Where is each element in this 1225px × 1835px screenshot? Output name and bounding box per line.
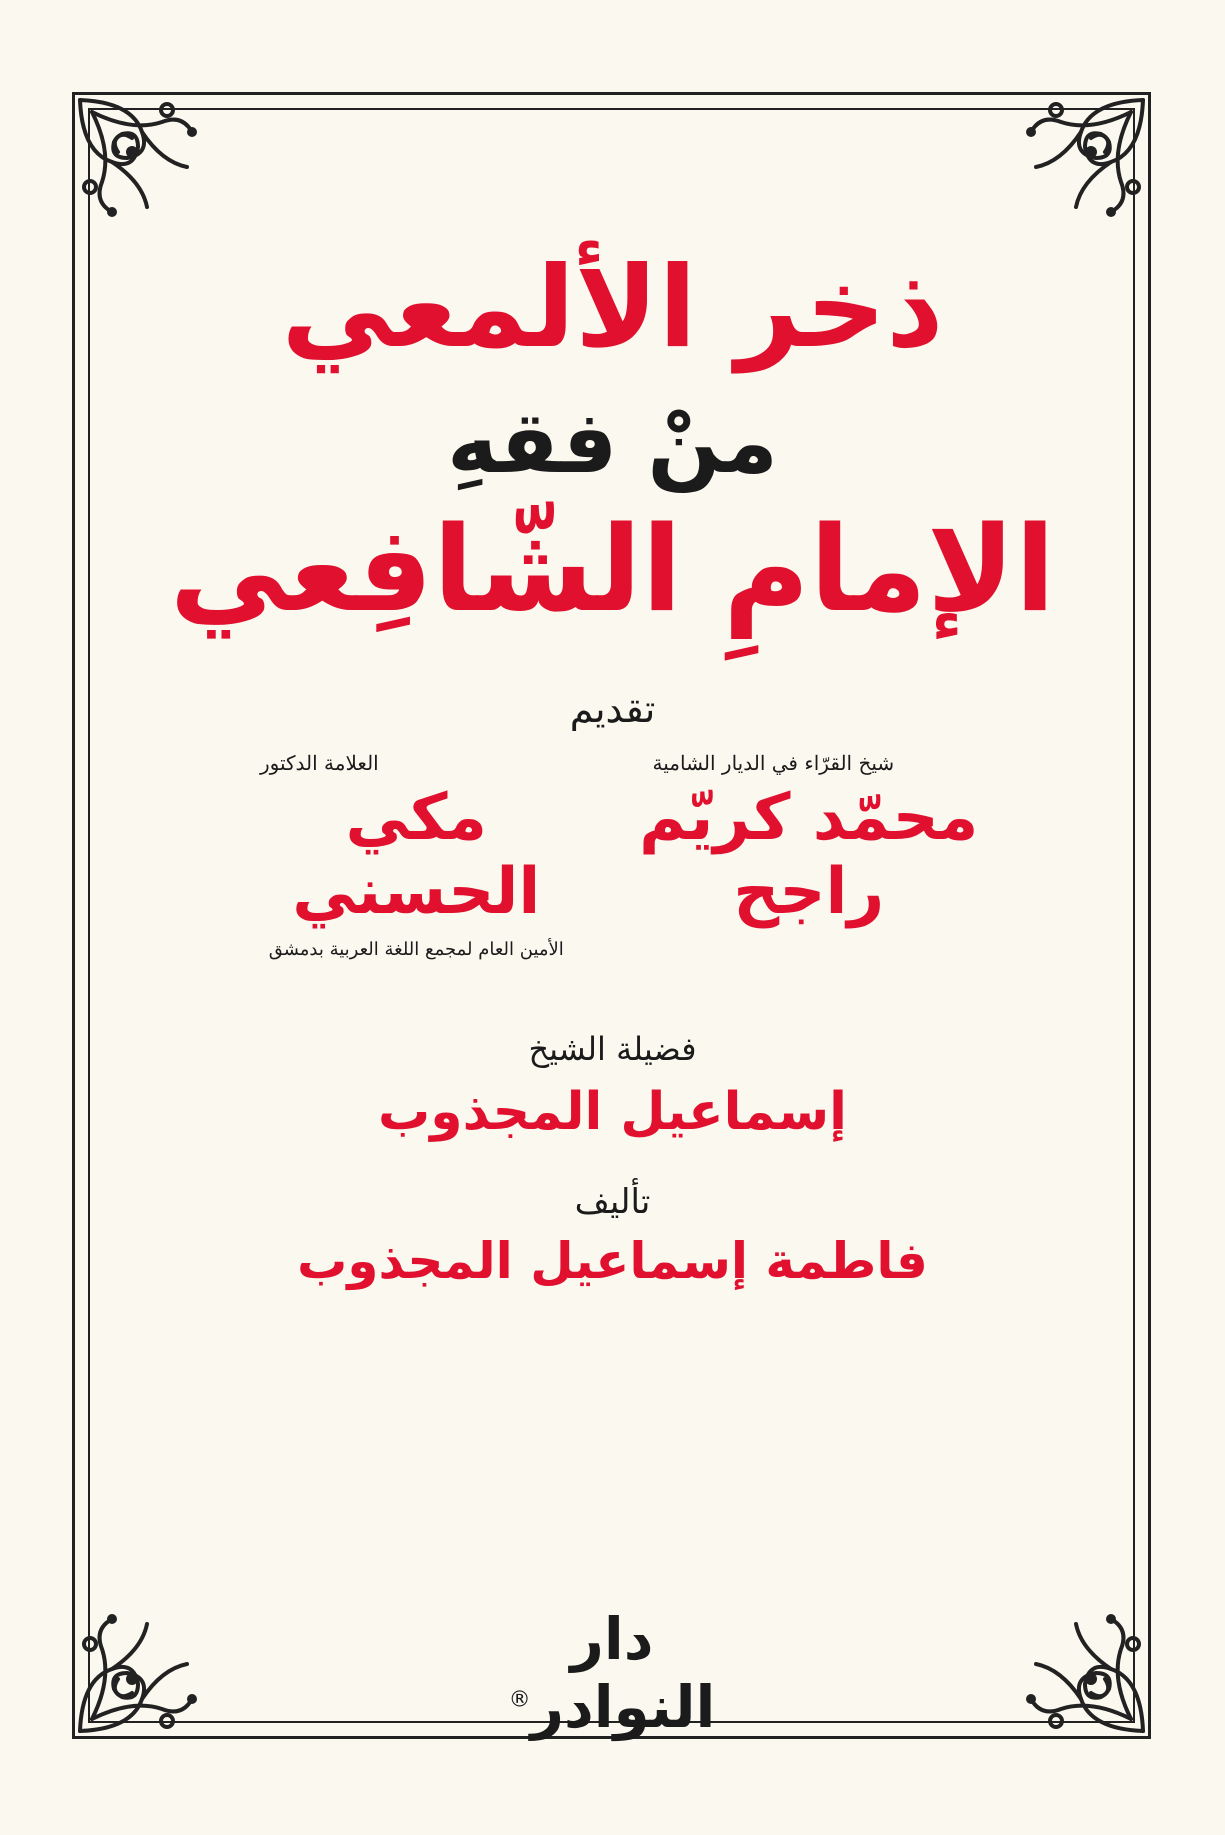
presenter-left-name: مكي الحسني	[292, 780, 541, 929]
cover-content	[150, 190, 1075, 1290]
title-line-1: ذخر الألمعي	[281, 243, 944, 373]
presenter-right-role: شيخ القرّاء في الديار الشامية	[652, 750, 895, 775]
presenter-left-subrole: الأمين العام لمجمع اللغة العربية بدمشق	[268, 938, 564, 960]
corner-ornament-icon	[72, 1589, 222, 1739]
publisher-name: دار النوادر	[530, 1605, 716, 1741]
shaykh-label: فضيلة الشيخ	[528, 1029, 697, 1068]
presenter-left-role: العلامة الدكتور	[260, 750, 379, 775]
presenter-right	[613, 751, 1006, 960]
author-label: تأليف	[574, 1181, 651, 1222]
shaykh-name: إسماعيل المجذوب	[378, 1081, 847, 1142]
presenter-left	[220, 751, 613, 960]
presenters	[220, 751, 1005, 960]
introduction-label: تقديم	[569, 686, 656, 731]
author-name: فاطمة إسماعيل المجذوب	[297, 1231, 928, 1290]
presenter-right-name: محمّد كريّم راجح	[639, 780, 979, 929]
publisher-logo	[462, 1605, 762, 1741]
corner-ornament-icon	[1001, 1589, 1151, 1739]
title-line-3: الإمامِ الشّافِعي	[169, 499, 1056, 638]
registered-mark: ®	[508, 1687, 531, 1713]
title-line-2: منْ فقهِ	[447, 392, 778, 493]
